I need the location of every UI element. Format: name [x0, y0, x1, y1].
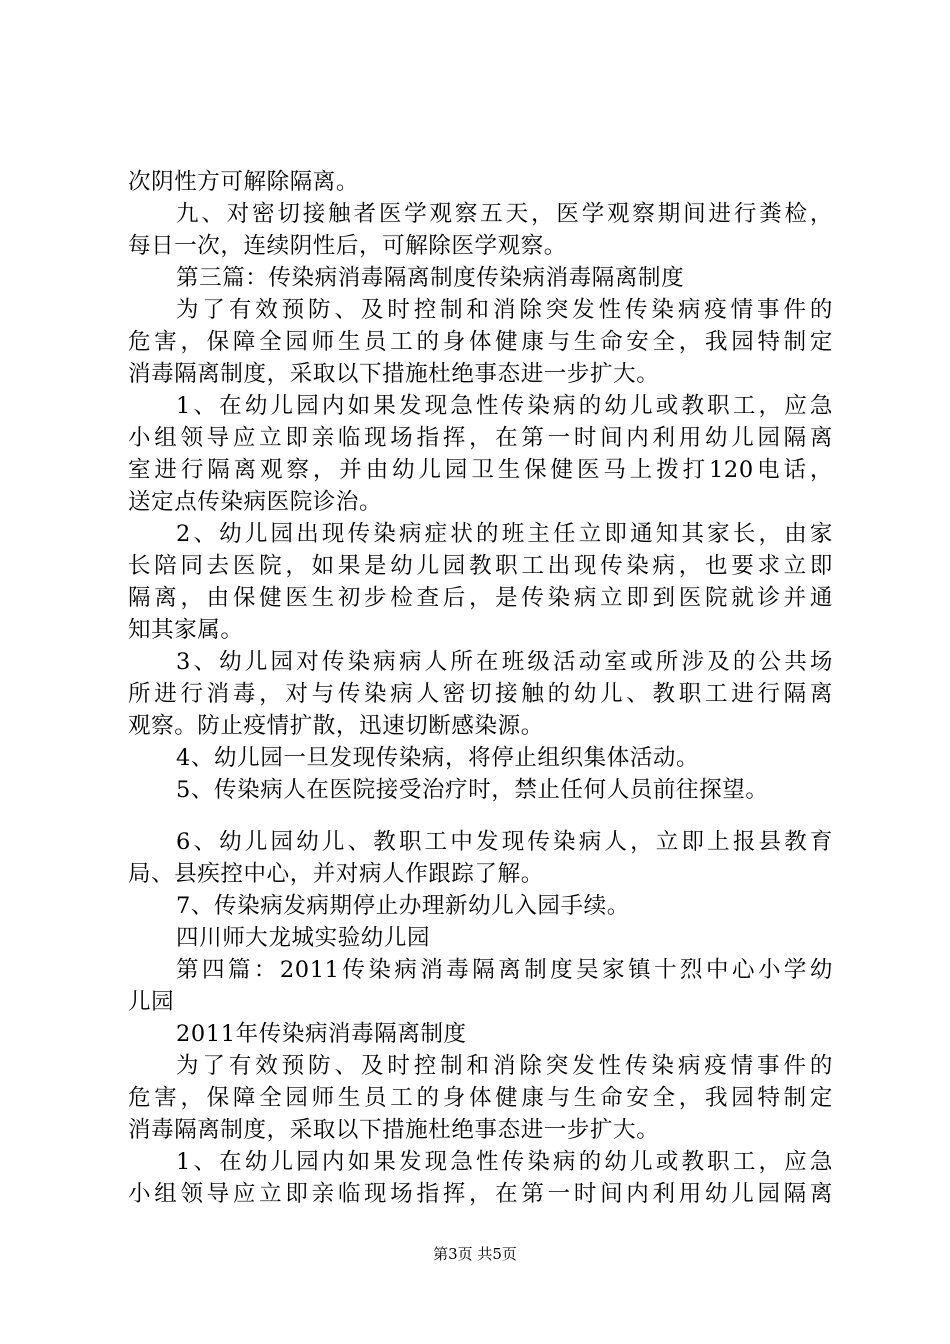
section-heading: 第四篇：2011传染病消毒隔离制度吴家镇十烈中心小学幼: [176, 957, 833, 983]
text-line: 消毒隔离制度，采取以下措施杜绝事态进一步扩大。: [128, 361, 660, 387]
signature-line: 四川师大龙城实验幼儿园: [176, 925, 431, 951]
text-line: 局、县疾控中心，并对病人作跟踪了解。: [128, 861, 544, 887]
text-line: 知其家属。: [128, 617, 244, 643]
text-line: 长陪同去医院，如果是幼儿园教职工出现传染病，也要求立即: [128, 553, 833, 579]
text-line: 1、在幼儿园内如果发现急性传染病的幼儿或教职工，应急: [176, 393, 833, 419]
text-line: 隔离，由保健医生初步检查后，是传染病立即到医院就诊并通: [128, 585, 833, 611]
text-line: 4、幼儿园一旦发现传染病，将停止组织集体活动。: [176, 745, 700, 771]
text-line: 危害，保障全园师生员工的身体健康与生命安全，我园特制定: [128, 1085, 833, 1111]
text-line: 室进行隔离观察，并由幼儿园卫生保健医马上拨打120电话，: [128, 457, 833, 483]
text-line: 九、对密切接触者医学观察五天，医学观察期间进行粪检，: [176, 201, 833, 227]
document-title: 2011年传染病消毒隔离制度: [176, 1021, 467, 1047]
text-line: 每日一次，连续阴性后，可解除医学观察。: [128, 233, 567, 259]
text-line: 1、在幼儿园内如果发现急性传染病的幼儿或教职工，应急: [176, 1149, 833, 1175]
section-heading: 第三篇：传染病消毒隔离制度传染病消毒隔离制度: [176, 265, 685, 291]
text-line: 次阴性方可解除隔离。: [128, 169, 360, 195]
text-line: 6、幼儿园幼儿、教职工中发现传染病人，立即上报县教育: [176, 829, 833, 855]
text-line: 送定点传染病医院诊治。: [128, 489, 383, 515]
text-line: 所进行消毒，对与传染病人密切接触的幼儿、教职工进行隔离: [128, 681, 833, 707]
text-line: 2、幼儿园出现传染病症状的班主任立即通知其家长，由家: [176, 521, 833, 547]
paragraph-gap: [128, 806, 833, 826]
text-line: 5、传染病人在医院接受治疗时，禁止任何人员前往探望。: [176, 777, 769, 803]
text-line: 小组领导应立即亲临现场指挥，在第一时间内利用幼儿园隔离: [128, 1181, 833, 1207]
text-line: 7、传染病发病期停止办理新幼儿入园手续。: [176, 893, 630, 919]
text-line: 为了有效预防、及时控制和消除突发性传染病疫情事件的: [176, 1053, 833, 1079]
text-line: 小组领导应立即亲临现场指挥，在第一时间内利用幼儿园隔离: [128, 425, 833, 451]
section-heading-continued: 儿园: [128, 989, 175, 1015]
text-line: 为了有效预防、及时控制和消除突发性传染病疫情事件的: [176, 297, 833, 323]
text-line: 3、幼儿园对传染病病人所在班级活动室或所涉及的公共场: [176, 649, 833, 675]
page-number-footer: 第3页 共5页: [433, 1245, 517, 1263]
text-line: 观察。防止疫情扩散，迅速切断感染源。: [128, 713, 544, 739]
document-body: [128, 166, 833, 1210]
text-line: 消毒隔离制度，采取以下措施杜绝事态进一步扩大。: [128, 1117, 660, 1143]
text-line: 危害，保障全园师生员工的身体健康与生命安全，我园特制定: [128, 329, 833, 355]
